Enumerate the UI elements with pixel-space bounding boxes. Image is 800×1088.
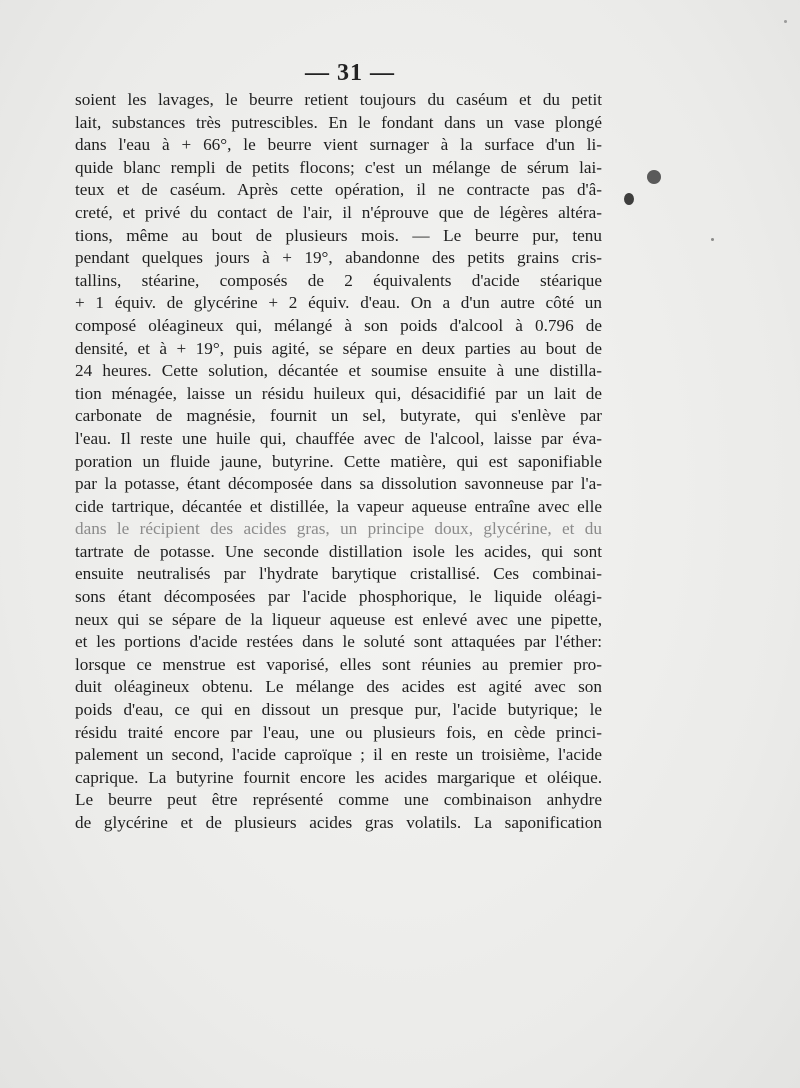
page-number: — 31 — [305, 60, 395, 86]
text-line: cide tartrique, décantée et distillée, la vapeur aqueuse entraîne avec elle [75, 496, 602, 516]
text-line: pendant quelques jours à + 19°, abandonne des petits grains cris- [75, 248, 602, 268]
text-line: lorsque ce menstrue est vaporisé, elles sont réunies au premier pro- [75, 654, 602, 674]
text-line: par la potasse, étant décomposée dans sa dissolution savonneuse par l'a- [75, 474, 602, 494]
text-line: caprique. La butyrine fournit encore les acides margarique et oléique. [75, 767, 602, 787]
text-line: tions, même au bout de plusieurs mois. — Le beurre pur, tenu [75, 225, 602, 245]
text-line: l'eau. Il reste une huile qui, chauffée avec de l'alcool, laisse par éva- [75, 428, 602, 448]
text-line: creté, et privé du contact de l'air, il n'éprouve que de légères altéra- [75, 202, 602, 222]
text-line: palement un second, l'acide caproïque ; il en reste un troisième, l'acide [75, 745, 602, 765]
text-line: + 1 équiv. de glycérine + 2 équiv. d'eau. On a d'un autre côté un [75, 293, 602, 313]
text-line: Le beurre peut être représenté comme une combinaison anhydre [75, 790, 602, 810]
ink-speck [647, 170, 661, 184]
text-line: tion ménagée, laisse un résidu huileux qui, désacidifié par un lait de [75, 383, 602, 403]
text-line: tallins, stéarine, composés de 2 équivalents d'acide stéarique [75, 270, 602, 290]
text-line: dans l'eau à + 66°, le beurre vient surnager à la surface d'un li- [75, 135, 602, 155]
body-text [75, 89, 602, 835]
text-line: densité, et à + 19°, puis agité, se sépare en deux parties au bout de [75, 338, 602, 358]
text-line: résidu traité encore par l'eau, une ou plusieurs fois, en cède princi- [75, 722, 602, 742]
text-line: 24 heures. Cette solution, décantée et soumise ensuite à une distilla- [75, 361, 602, 381]
text-line: lait, substances très putrescibles. En le fondant dans un vase plongé [75, 112, 602, 132]
ink-speck [624, 193, 634, 205]
text-line: dans le récipient des acides gras, un principe doux, glycérine, et du [75, 519, 602, 539]
text-line: neux qui se sépare de la liqueur aqueuse est enlevé avec une pipette, [75, 609, 602, 629]
text-line: duit oléagineux obtenu. Le mélange des acides est agité avec son [75, 677, 602, 697]
text-line: soient les lavages, le beurre retient toujours du caséum et du petit [75, 90, 602, 109]
ink-speck [784, 20, 787, 23]
text-line: sons étant décomposées par l'acide phosphorique, le liquide oléagi- [75, 587, 602, 607]
ink-speck [711, 238, 714, 241]
text-line: tartrate de potasse. Une seconde distillation isole les acides, qui sont [75, 541, 602, 561]
text-line: ensuite neutralisés par l'hydrate barytique cristallisé. Ces combinai- [75, 564, 602, 584]
text-line: teux et de caséum. Après cette opération, il ne contracte pas d'â- [75, 180, 602, 200]
text-line: composé oléagineux qui, mélangé à son poids d'alcool à 0.796 de [75, 315, 602, 335]
text-line: poration un fluide jaune, butyrine. Cette matière, qui est saponifiable [75, 451, 602, 471]
text-line: de glycérine et de plusieurs acides gras volatils. La saponification [75, 813, 602, 832]
text-line: quide blanc rempli de petits flocons; c'est un mélange de sérum lai- [75, 157, 602, 177]
text-line: et les portions d'acide restées dans le soluté sont attaquées par l'éther: [75, 632, 602, 652]
text-line: carbonate de magnésie, fournit un sel, butyrate, qui s'enlève par [75, 406, 602, 426]
text-line: poids d'eau, ce qui en dissout un presque pur, l'acide butyrique; le [75, 700, 602, 720]
